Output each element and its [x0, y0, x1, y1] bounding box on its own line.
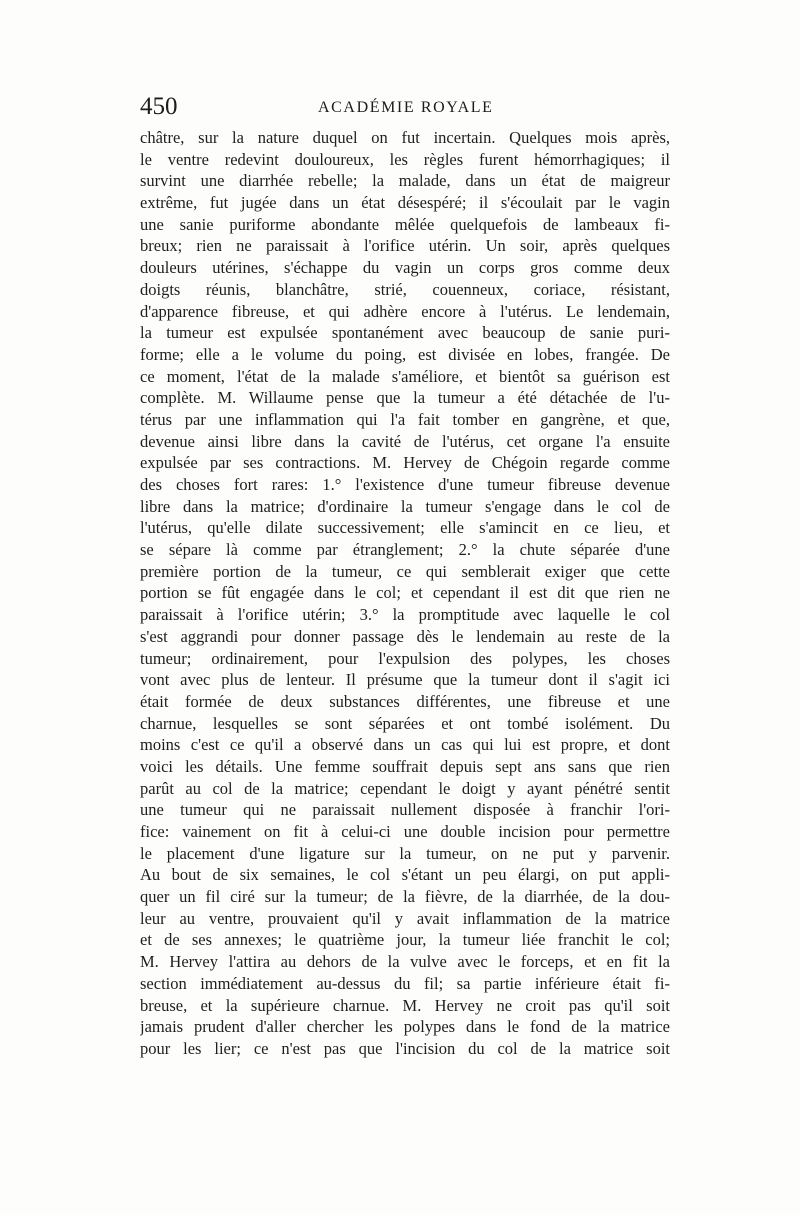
text-line: survint une diarrhée rebelle; la malade, dans un état de maigreur: [140, 171, 670, 191]
running-head: ACADÉMIE ROYALE: [318, 99, 494, 116]
text-line: térus par une inflammation qui l'a fait tomber en gangrène, et que,: [140, 409, 670, 429]
text-line: libre dans la matrice; d'ordinaire la tumeur s'engage dans le col de: [140, 496, 670, 516]
text-line: des choses fort rares: 1.° l'existence d'une tumeur fibreuse devenue: [140, 475, 670, 494]
page-header: [140, 92, 680, 122]
text-line: une sanie puriforme abondante mêlée quelquefois de lambeaux fi-: [140, 214, 670, 234]
text-line: doigts réunis, blanchâtre, strié, couenneux, coriace, résistant,: [140, 279, 670, 299]
body-text: [140, 127, 670, 1060]
text-line: jamais prudent d'aller chercher les polypes dans le fond de la matrice: [140, 1017, 670, 1037]
text-line: pour les lier; ce n'est pas que l'incision du col de la matrice soit: [140, 1038, 670, 1058]
text-line: tumeur; ordinairement, pour l'expulsion des polypes, les choses: [140, 648, 670, 668]
text-line: d'apparence fibreuse, et qui adhère encore à l'utérus. Le lendemain,: [140, 301, 670, 321]
text-line: expulsée par ses contractions. M. Hervey de Chégoin regarde comme: [140, 453, 670, 473]
text-line: première portion de la tumeur, ce qui semblerait exiger que cette: [140, 561, 670, 581]
text-line: breux; rien ne paraissait à l'orifice utérin. Un soir, après quelques: [140, 236, 670, 256]
text-line: s'est aggrandi pour donner passage dès le lendemain au reste de la: [140, 626, 670, 646]
text-line: l'utérus, qu'elle dilate successivement; elle s'amincit en ce lieu, et: [140, 518, 670, 538]
text-line: parût au col de la matrice; cependant le doigt y ayant pénétré sentit: [140, 778, 670, 798]
text-line: complète. M. Willaume pense que la tumeur a été détachée de l'u-: [140, 388, 670, 408]
text-line: fice: vainement on fit à celui-ci une double incision pour permettre: [140, 822, 670, 841]
text-line: Au bout de six semaines, le col s'étant un peu élargi, on put appli-: [140, 865, 670, 885]
text-line: forme; elle a le volume du poing, est divisée en lobes, frangée. De: [140, 344, 670, 364]
text-line: portion se fût engagée dans le col; et cependant il est dit que rien ne: [140, 583, 670, 603]
text-line: le placement d'une ligature sur la tumeur, on ne put y parvenir.: [140, 843, 670, 863]
text-line: M. Hervey l'attira au dehors de la vulve avec le forceps, et en fit la: [140, 952, 670, 972]
text-line: une tumeur qui ne paraissait nullement disposée à franchir l'ori-: [140, 800, 670, 820]
text-line: breuse, et la supérieure charnue. M. Hervey ne croit pas qu'il soit: [140, 995, 670, 1015]
text-line: leur au ventre, prouvaient qu'il y avait inflammation de la matrice: [140, 908, 670, 928]
text-line: ce moment, l'état de la malade s'améliore, et bientôt sa guérison est: [140, 366, 670, 386]
text-line: châtre, sur la nature duquel on fut incertain. Quelques mois après,: [140, 128, 670, 147]
text-line: moins c'est ce qu'il a observé dans un cas qui lui est propre, et dont: [140, 735, 670, 755]
text-line: vont avec plus de lenteur. Il présume que la tumeur dont il s'agit ici: [140, 670, 670, 690]
text-line: se sépare là comme par étranglement; 2.° la chute séparée d'une: [140, 540, 670, 560]
text-line: charnue, lesquelles se sont séparées et ont tombé isolément. Du: [140, 713, 670, 733]
text-line: extrême, fut jugée dans un état désespéré; il s'écoulait par le vagin: [140, 193, 670, 213]
text-line: paraissait à l'orifice utérin; 3.° la promptitude avec laquelle le col: [140, 605, 670, 625]
text-line: devenue ainsi libre dans la cavité de l'utérus, cet organe l'a ensuite: [140, 431, 670, 451]
text-line: et de ses annexes; le quatrième jour, la tumeur liée franchit le col;: [140, 930, 670, 950]
text-line: section immédiatement au-dessus du fil; sa partie inférieure était fi-: [140, 973, 670, 993]
text-line: était formée de deux substances différentes, une fibreuse et une: [140, 691, 670, 711]
text-line: douleurs utérines, s'échappe du vagin un corps gros comme deux: [140, 258, 670, 278]
text-line: le ventre redevint douloureux, les règles furent hémorrhagiques; il: [140, 149, 670, 169]
page-number: 450: [140, 93, 178, 120]
text-line: voici les détails. Une femme souffrait depuis sept ans sans que rien: [140, 756, 670, 776]
text-line: la tumeur est expulsée spontanément avec beaucoup de sanie puri-: [140, 323, 670, 343]
text-line: quer un fil ciré sur la tumeur; de la fièvre, de la diarrhée, de la dou-: [140, 887, 670, 907]
